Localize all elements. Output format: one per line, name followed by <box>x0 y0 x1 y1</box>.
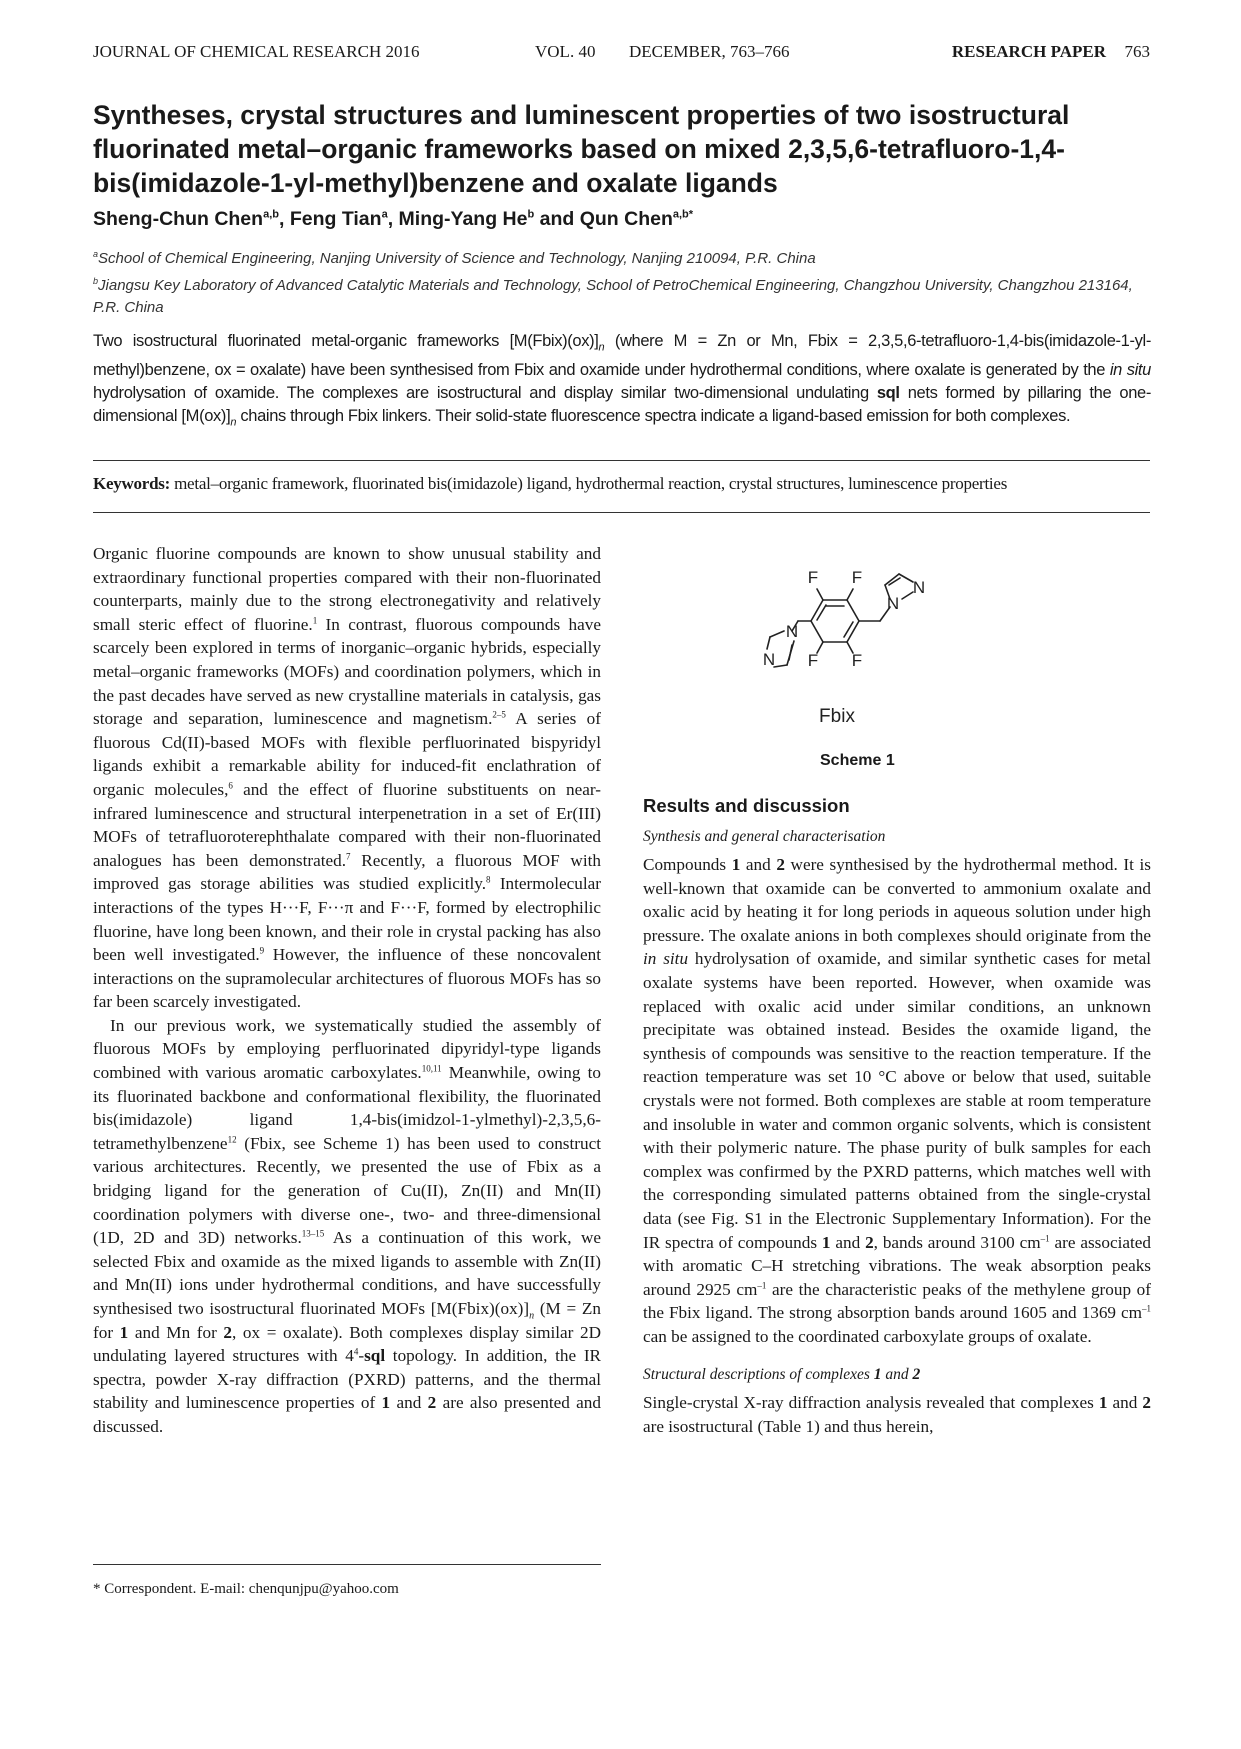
bond <box>811 600 823 621</box>
bond <box>847 621 859 642</box>
text-run: are also presented and discussed. <box>93 1393 601 1436</box>
citation: 2–5 <box>492 709 506 720</box>
article-title <box>93 98 1153 200</box>
compound-number: 2 <box>776 855 785 874</box>
author-name: Sheng-Chun Chen <box>93 208 264 230</box>
affiliation-mark: a,b* <box>672 208 694 221</box>
compound-number: 1 <box>731 855 741 874</box>
footnote-divider <box>93 1564 601 1565</box>
atom-n: N <box>762 650 776 669</box>
bond <box>789 645 792 660</box>
affiliation <box>93 243 1153 270</box>
text-run: A series of fluorous Cd(II)-based MOFs with flexible perfluorinated bispyridyl ligands exhibit a remarkable ability for induced-fit enclathration of organic molecules, <box>93 709 601 799</box>
text-run: In our previous work, we systematically studied the assembly of fluorous MOFs by employing perfluorinated dipyridyl-type ligands combined with various aromatic carboxylates. <box>93 1015 601 1083</box>
author-list <box>93 208 693 231</box>
bond <box>770 631 784 637</box>
compound-number: 2 <box>912 1366 921 1384</box>
running-header <box>93 42 1150 68</box>
compound-number: 1 <box>381 1393 391 1413</box>
section-heading: Results and discussion <box>643 795 850 816</box>
text-run: (M = Zn for <box>93 1299 601 1342</box>
subscript: n <box>230 416 237 429</box>
author-separator: , <box>387 208 399 230</box>
text-run: and <box>740 855 777 874</box>
superscript: 4 <box>353 1346 359 1357</box>
author-name: Ming-Yang He <box>398 208 528 230</box>
text-run: are the characteristic peaks of the methylene group of the Fbix ligand. The strong absorption bands around 1605 and 1369 cm <box>643 1279 1151 1323</box>
volume: VOL. 40 <box>535 42 596 61</box>
paragraph <box>93 542 601 1014</box>
issue-date-pages: DECEMBER, 763–766 <box>629 42 790 61</box>
paragraph <box>643 1391 1151 1438</box>
compound-number: 1 <box>1098 1393 1108 1413</box>
bond <box>902 592 913 599</box>
superscript: –1 <box>1142 1303 1151 1314</box>
affiliation-mark: b <box>527 208 535 221</box>
journal-name: JOURNAL OF CHEMICAL RESEARCH 2016 <box>93 42 420 61</box>
citation: 9 <box>259 945 265 956</box>
page-number: 763 <box>1124 42 1150 61</box>
text-run: As a continuation of this work, we selected Fbix and oxamide as the mixed ligands to assemble with Zn(II) and Mn(II) ions under hydrothermal conditions, and have successfully synthesised two isostructural fluorinated MOFs [M(Fbix)(ox)] <box>93 1228 602 1318</box>
citation: 6 <box>228 780 233 791</box>
text-run: However, the influence of these noncovalent interactions on the supramolecular architectures of fluorous MOFs has so far been scarcely investigated. <box>93 945 601 1012</box>
citation: 13–15 <box>301 1228 325 1239</box>
keywords <box>93 474 1151 494</box>
subsection-heading <box>643 1365 1151 1385</box>
text-run: are isostructural (Table 1) and thus herein, <box>643 1417 934 1437</box>
text-run: were synthesised by the hydrothermal method. It is well-known that oxamide can be converted to ammonium oxalate and oxalic acid by heating it for long periods in aqueous solution under high pressure. The oxalate anions in both complexes should originate from the <box>643 855 1151 945</box>
bond <box>774 665 787 667</box>
subsection-heading: Synthesis and general characterisation <box>643 828 886 845</box>
introduction <box>93 542 601 1439</box>
affiliation-mark: a <box>381 208 388 221</box>
text-run: are associated with aromatic C–H stretching vibrations. The weak absorption peaks around 2925 cm <box>643 1232 1151 1299</box>
text-run: and <box>881 1366 913 1384</box>
compound-number: 2 <box>223 1322 233 1342</box>
paragraph <box>93 1014 601 1439</box>
compound-number: 1 <box>821 1232 831 1252</box>
author-name: Feng Tian <box>289 208 382 230</box>
abstract-text: nets formed by pillaring the one-dimensional [M(ox)] <box>93 384 1151 426</box>
compound-number: 2 <box>427 1393 437 1413</box>
citation: 8 <box>486 874 491 885</box>
italic-term: in situ <box>643 949 689 969</box>
keywords-text: metal–organic framework, fluorinated bis(imidazole) ligand, hydrothermal reaction, crystal structures, luminescence properties <box>170 474 1008 493</box>
affiliation <box>93 270 1153 319</box>
text-run: and <box>830 1232 866 1252</box>
text-run: Meanwhile, owing to its fluorinated backbone and conformational flexibility, the fluorinated bis(imidazole) ligand 1,4-bis(imidzol-1-ylmethyl)-2,3,5,6-tetramethylbenzene <box>93 1063 601 1153</box>
text-run: , bands around 3100 cm <box>873 1232 1041 1252</box>
compound-number: 1 <box>873 1366 882 1384</box>
title-line: Syntheses, crystal structures and luminescent properties of two isostructural <box>93 100 1070 130</box>
abstract-bold: sql <box>876 384 900 403</box>
affiliation-text: School of Chemical Engineering, Nanjing University of Science and Technology, Nanjing 210094, P.R. China <box>98 250 816 267</box>
text-run: Compounds <box>643 855 732 874</box>
author-separator: , <box>278 208 290 230</box>
citation: 7 <box>346 850 351 861</box>
affiliation-mark: a,b <box>263 208 279 221</box>
abstract-text: (where M = Zn or Mn, Fbix = 2,3,5,6-tetrafluoro-1,4-bis(imidazole-1-yl-methyl)benzene, ox = oxalate) have been synthesised from Fbix and oxamide under hydrothermal conditions, where oxalate is generated by the <box>93 332 1151 380</box>
title-line: bis(imidazole-1-yl-methyl)benzene and oxalate ligands <box>93 168 778 198</box>
text-run: and the effect of fluorine substituents on near-infrared luminescence and structural interpenetration in a set of Er(III) MOFs of tetrafluoroterephthalate compared with their non-fluorinated analogues has been demonstrated. <box>93 779 601 870</box>
affiliation-mark: a <box>93 249 99 259</box>
text-run: Organic fluorine compounds are known to show unusual stability and extraordinary functional properties compared with their non-fluorinated counterparts, mainly due to the strong electronegativity and relatively small steric effect of fluorine. <box>93 544 601 634</box>
subscript: n <box>598 341 605 354</box>
text-run: Single-crystal X-ray diffraction analysis revealed that complexes <box>643 1393 1099 1413</box>
text-run: hydrolysation of oxamide, and similar synthetic cases for metal oxalate systems have been reported. However, when oxamide was replaced with oxalic acid under similar conditions, an unknown precipitate was obtained instead. Besides the oxamide ligand, the synthesis of compounds was sensitive to the reaction temperature. If the reaction temperature was set 10 °C above or below that used, suitable crystals were not formed. Both complexes are stable at room temperature and insoluble in water and common organic solvents, which is consistent with their polymeric nature. The phase purity of bulk samples for each complex was confirmed by the PXRD patterns, which matches well with the corresponding simulated patterns obtained from the single-crystal data (see Fig. S1 in the Electronic Supplementary Information). For the IR spectra of compounds <box>643 949 1152 1252</box>
text-run: In contrast, fluorous compounds have scarcely been explored in terms of inorganic–organic hybrids, especially metal–organic frameworks (MOFs) and coordination polymers, which in the past decades have served as new crystalline materials in catalysis, gas storage and separation, luminescence and magnetism. <box>93 614 601 729</box>
atom-f: F <box>807 651 819 670</box>
compound-number: 1 <box>119 1322 129 1342</box>
abstract-text: hydrolysation of oxamide. The complexes are isostructural and display similar two-dimensional undulating <box>93 384 877 403</box>
atom-f: F <box>851 651 863 670</box>
affiliations <box>93 243 1153 319</box>
results-section <box>643 794 1151 1439</box>
title-line: fluorinated metal–organic frameworks based on mixed 2,3,5,6-tetrafluoro-1,4- <box>93 134 1065 164</box>
citation: 12 <box>227 1134 237 1145</box>
bond <box>847 589 853 600</box>
compound-number: 2 <box>1142 1393 1151 1413</box>
divider <box>93 512 1150 513</box>
atom-f: F <box>807 568 819 587</box>
text-run: , ox = oxalate). Both complexes display similar 2D undulating layered structures with 4 <box>93 1322 602 1366</box>
atom-n: N <box>912 578 926 597</box>
text-run: Structural descriptions of complexes <box>643 1366 874 1384</box>
subscript: n <box>529 1310 535 1322</box>
text-run: (Fbix, see Scheme 1) has been used to construct various architectures. Recently, we presented the use of Fbix as a bridging ligand for the generation of Cu(II), Zn(II) and Mn(II) coordination polymers with diverse one-, two- and three-dimensional (1D, 2D and 3D) networks. <box>93 1133 601 1248</box>
bond <box>847 600 859 621</box>
bond <box>811 621 823 642</box>
spacer <box>643 1348 1151 1365</box>
atom-n: N <box>785 622 799 641</box>
divider <box>93 460 1150 461</box>
compound-number: 2 <box>865 1232 874 1252</box>
superscript: –1 <box>1040 1232 1050 1243</box>
text-run: and Mn for <box>128 1322 224 1342</box>
affiliation-text: Jiangsu Key Laboratory of Advanced Catalytic Materials and Technology, School of PetroChemical Engineering, Changzhou University, Changzhou 213164, P.R. China <box>93 277 1133 316</box>
topology-term: sql <box>364 1346 386 1366</box>
atom-n: N <box>886 594 900 613</box>
bond <box>899 574 913 582</box>
abstract <box>93 330 1151 435</box>
abstract-italic: in situ <box>1109 361 1151 380</box>
author-separator: and <box>534 208 580 230</box>
fbix-structure-diagram <box>760 545 1000 785</box>
text-run: Recently, a fluorous MOF with improved gas storage abilities was studied explicitly. <box>93 850 601 894</box>
atom-f: F <box>851 568 863 587</box>
text-run: topology. In addition, the IR spectra, powder X-ray diffraction (PXRD) patterns, and the thermal stability and luminescence properties of <box>93 1346 602 1413</box>
citation: 10,11 <box>421 1063 442 1074</box>
bond <box>817 589 823 600</box>
citation: 1 <box>312 615 318 626</box>
author-name: Qun Chen <box>579 208 673 230</box>
affiliation-mark: b <box>93 276 99 286</box>
superscript: –1 <box>757 1279 767 1290</box>
abstract-text: chains through Fbix linkers. Their solid-state fluorescence spectra indicate a ligand-based emission for both complexes. <box>236 407 1071 426</box>
text-run: and <box>390 1393 428 1413</box>
abstract-text: Two isostructural fluorinated metal-organic frameworks [M(Fbix)(ox)] <box>93 332 599 350</box>
text-run: Intermolecular interactions of the types H···F, F···π and F···F, formed by electrophilic fluorine, have long been known, and their role in crystal packing has also been well investigated. <box>93 874 601 965</box>
ligand-label: Fbix <box>819 706 855 727</box>
article-type: RESEARCH PAPER <box>951 42 1106 61</box>
keywords-label: Keywords: <box>93 474 171 493</box>
scheme-caption: Scheme 1 <box>820 752 895 769</box>
text-run: and <box>1107 1393 1143 1413</box>
paragraph <box>643 853 1151 1348</box>
bond <box>767 637 770 649</box>
text-run: can be assigned to the coordinated carboxylate groups of oxalate. <box>643 1326 1092 1346</box>
correspondent-footnote: * Correspondent. E-mail: chenqunjpu@yahoo.com <box>93 1581 399 1597</box>
text-run: - <box>358 1346 365 1366</box>
